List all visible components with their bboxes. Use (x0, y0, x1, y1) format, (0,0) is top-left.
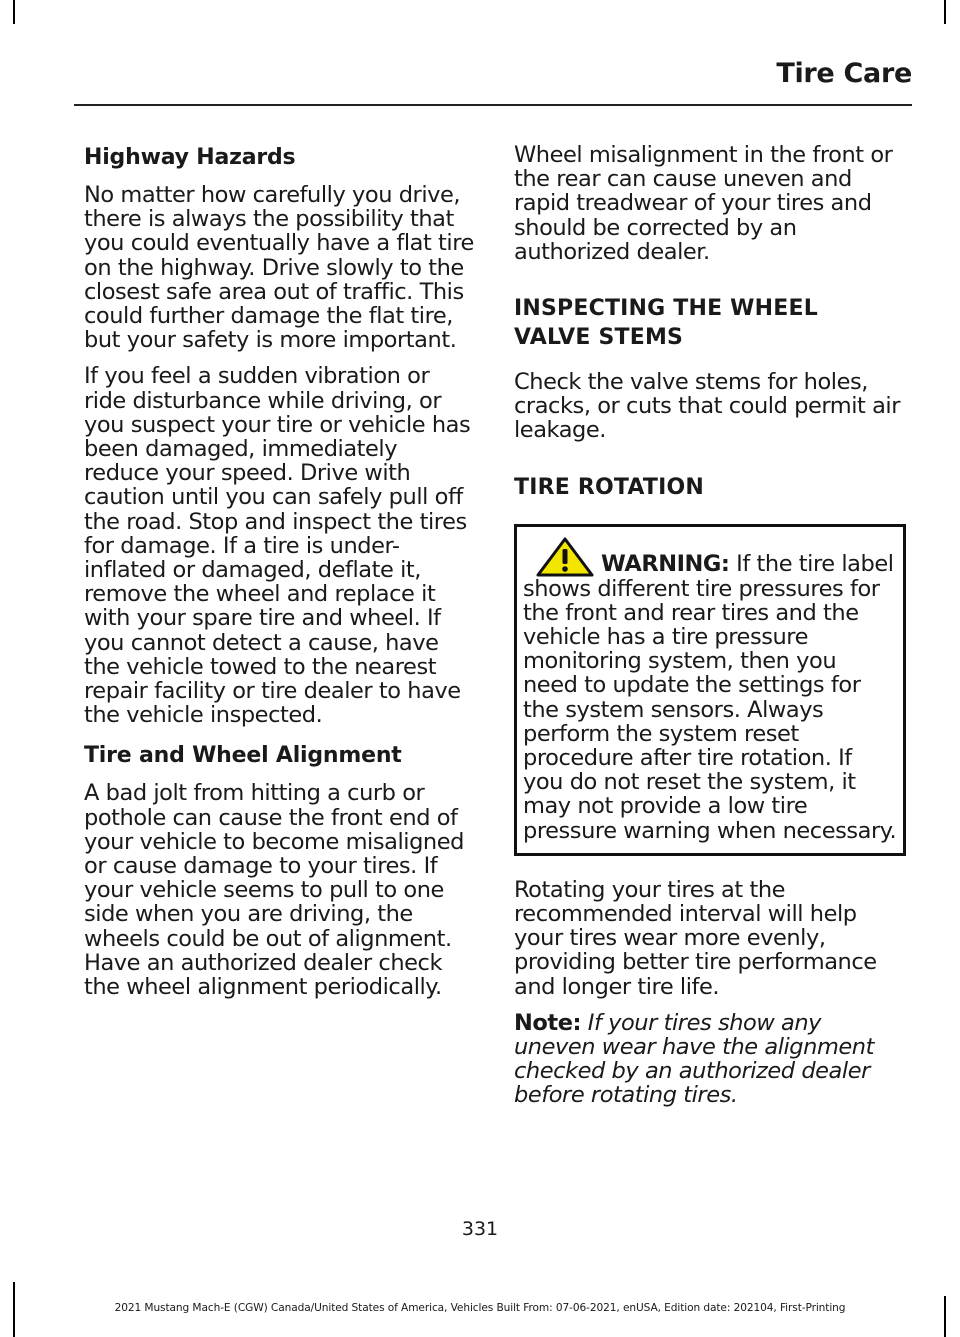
alignment-heading: Tire and Wheel Alignment (84, 743, 402, 769)
header-divider (74, 104, 912, 106)
highway-paragraph-1: No matter how carefully you drive, there is always the possibility that you could eventually have a flat tire on the highway. Drive slowly to the closest safe area out of traffic. This could further damage the flat tire, but your safety is more important. (84, 182, 474, 354)
misalignment-paragraph: Wheel misalignment in the front or the rear can cause uneven and rapid treadwear of your tires and should be corrected by an authorized dealer. (514, 142, 893, 265)
warning-triangle-icon (535, 537, 595, 577)
page-title: Tire Care (776, 58, 912, 89)
valve-stems-heading (514, 294, 906, 352)
right-column (514, 143, 906, 1120)
rotation-paragraph: Rotating your tires at the recommended interval will help your tires wear more evenly, providing better tire performance and longer tire life. (514, 876, 877, 1000)
page-number: 331 (461, 1218, 499, 1240)
valve-heading-line1: INSPECTING THE WHEEL (514, 296, 818, 322)
footer-edition-info: 2021 Mustang Mach-E (CGW) Canada/United States of America, Vehicles Built From: 07-06-2021, enUSA, Edition date: 202104, First-Printing (114, 1302, 846, 1314)
tire-rotation-heading: TIRE ROTATION (514, 474, 704, 500)
highway-hazards-heading: Highway Hazards (84, 145, 296, 170)
warning-box (514, 524, 906, 856)
warning-text: If the tire label shows different tire pressures for the front and rear tires and the vehicle has a tire pressure monitoring system, then you need to update the settings for the system sensors. Always perform the system reset procedure after tire rotation. If you do not reset the system, it may not provide a low tire pressure warning when necessary. (523, 550, 897, 844)
note-label: Note: (514, 1009, 582, 1036)
valve-heading-line2: VALVE STEMS (514, 325, 684, 351)
note-paragraph (514, 1011, 906, 1108)
alignment-paragraph: A bad jolt from hitting a curb or pothole can cause the front end of your vehicle to become misaligned or cause damage to your tires. If your vehicle seems to pull to one side when you are driving, the wheels could be out of alignment. Have an authorized dealer check the wheel alignment periodically. (84, 780, 464, 1001)
crop-mark-top-left (13, 0, 15, 24)
note-text: If your tires show any uneven wear have the alignment checked by an authorized dealer before rotating tires. (514, 1009, 874, 1109)
valve-stems-paragraph: Check the valve stems for holes, cracks, or cuts that could permit air leakage. (514, 369, 901, 444)
warning-label: WARNING: (601, 550, 730, 577)
crop-mark-top-right (944, 0, 946, 24)
left-column (84, 143, 476, 1011)
highway-paragraph-2: If you feel a sudden vibration or ride disturbance while driving, or you suspect your tire or vehicle has been damaged, immediately reduce your speed. Drive with caution until you can safely pull off the road. Stop and inspect the tires for damage. If a tire is under-inflated or damaged, deflate it, remove the wheel and replace it with your spare tire and wheel. If you cannot detect a cause, have the vehicle towed to the nearest repair facility or tire dealer to have the vehicle inspected. (84, 363, 471, 729)
